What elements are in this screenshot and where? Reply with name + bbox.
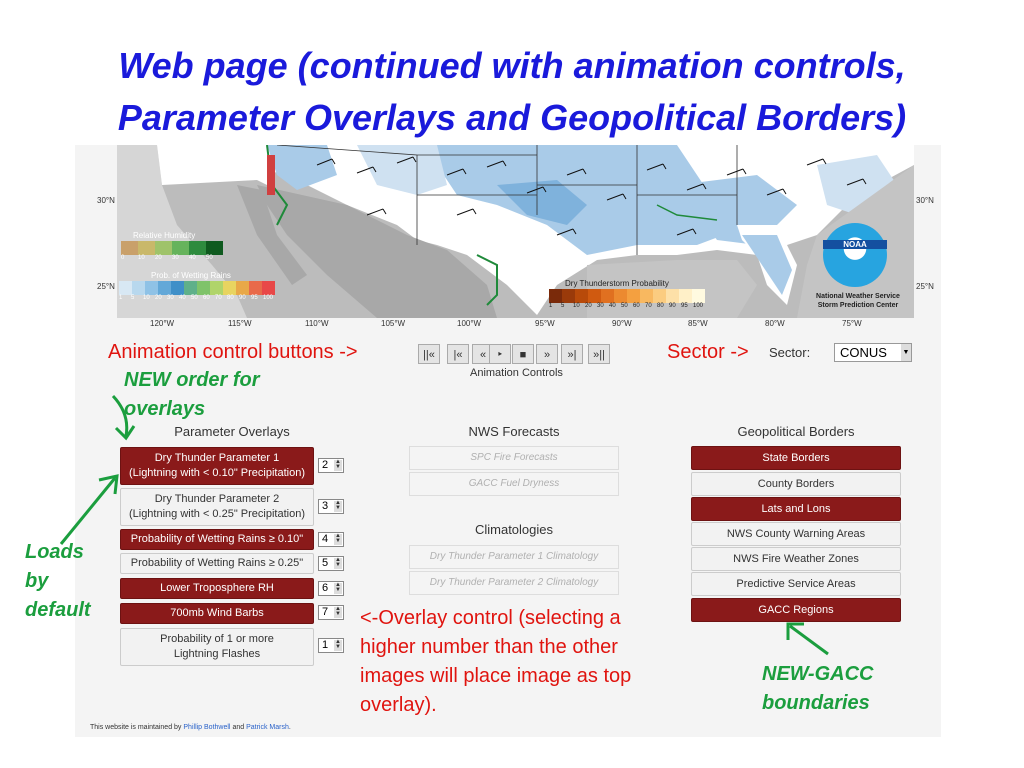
legend-swatch: [249, 281, 262, 295]
legend-swatch: [189, 241, 206, 255]
overlay-sublabel: (Lightning with < 0.10" Precipitation): [128, 467, 306, 479]
noaa-logo: [823, 223, 887, 287]
lat-label-30-left: 30°N: [97, 196, 115, 205]
loads-line2: by: [25, 570, 49, 592]
overlay-label: Lower Troposphere RH: [160, 582, 274, 594]
overlay-order-value: 1: [322, 639, 329, 651]
stepper-icon: ▲ ▼: [335, 639, 341, 650]
parameter-overlays-heading: Parameter Overlays: [174, 424, 290, 439]
county-borders-button[interactable]: County Borders: [691, 472, 901, 496]
legend-tick-label: 100: [693, 303, 704, 309]
animation-controls-caption: Animation Controls: [470, 367, 563, 379]
geopolitical-borders-heading: Geopolitical Borders: [737, 424, 855, 439]
dry-thunder-legend-title: Dry Thunderstorm Probability: [565, 279, 669, 288]
nws-credit-line1: National Weather Service: [816, 293, 900, 300]
stepper-icon: ▲ ▼: [335, 459, 341, 470]
climatologies-heading: Climatologies: [474, 522, 554, 537]
animation-buttons-annotation: Animation control buttons ->: [108, 341, 358, 363]
maintainer-link-2[interactable]: Patrick Marsh: [246, 724, 289, 731]
legend-tick-label: 30: [172, 255, 179, 261]
new-gacc-line1: NEW-GACC: [762, 663, 874, 685]
loads-line1: Loads: [25, 541, 84, 563]
lon-label: 115°W: [228, 319, 252, 328]
legend-tick-label: 95: [251, 295, 258, 301]
stepper-icon: ▲ ▼: [335, 533, 341, 544]
first-frame-button[interactable]: ||«: [418, 344, 440, 364]
legend-tick-label: 80: [227, 295, 234, 301]
legend-tick-label: 40: [609, 303, 616, 309]
dry-thunder-1-climatology-button[interactable]: Dry Thunder Parameter 1 Climatology: [409, 545, 619, 569]
overlay-sublabel: Lightning Flashes: [173, 648, 261, 660]
new-order-line1: NEW order for: [124, 369, 260, 391]
dry-thunder-legend: [549, 279, 705, 309]
arrow-up-right-icon: [55, 470, 125, 550]
new-order-line2: overlays: [124, 398, 206, 420]
jump-back-button[interactable]: |«: [447, 344, 469, 364]
state-borders-button[interactable]: State Borders: [691, 446, 901, 470]
overlay-dry-thunder-2-button[interactable]: [120, 488, 314, 526]
stepper-icon: ▲ ▼: [335, 557, 341, 568]
overlay-label: Dry Thunder Parameter 2: [154, 493, 280, 505]
legend-tick-label: 30: [597, 303, 604, 309]
legend-swatch: [562, 289, 575, 303]
rh-legend-ticks: [121, 255, 223, 261]
loads-by-default-annotation: [25, 538, 91, 625]
loads-line3: default: [25, 599, 91, 621]
legend-swatch: [679, 289, 692, 303]
legend-tick-label: 5: [561, 303, 565, 309]
stop-button[interactable]: ■: [512, 344, 534, 364]
overlay-label: Probability of Wetting Rains ≥ 0.25": [130, 557, 304, 569]
wetting-rains-legend-swatches: [119, 281, 275, 295]
chevron-down-icon: ▼: [901, 344, 911, 361]
overlay-order-value: 2: [322, 459, 329, 471]
legend-swatch: [588, 289, 601, 303]
legend-swatch: [601, 289, 614, 303]
legend-tick-label: 80: [657, 303, 664, 309]
sector-label: Sector:: [769, 345, 811, 360]
overlay-label: Dry Thunder Parameter 1: [154, 452, 280, 464]
lon-label: 100°W: [457, 319, 482, 328]
new-gacc-line2: boundaries: [762, 692, 870, 714]
overlay-label: Probability of Wetting Rains ≥ 0.10": [130, 533, 304, 545]
lon-label: 120°W: [150, 319, 175, 328]
dry-thunder-legend-swatches: [549, 289, 705, 303]
stepper-icon: ▲ ▼: [335, 582, 341, 593]
legend-tick-label: 30: [167, 295, 174, 301]
legend-tick-label: 20: [155, 295, 162, 301]
legend-swatch: [197, 281, 210, 295]
overlay-700mb-wind-barbs-button[interactable]: [120, 603, 314, 624]
overlay-control-line3: images will place image as top: [360, 665, 632, 687]
sector-select[interactable]: [834, 343, 912, 362]
dry-thunder-legend-ticks: [549, 303, 705, 309]
stepper-icon: ▲ ▼: [335, 606, 341, 617]
overlay-label: 700mb Wind Barbs: [170, 607, 264, 619]
lon-label: 105°W: [381, 319, 406, 328]
legend-tick-label: 50: [621, 303, 628, 309]
lon-label: 95°W: [535, 319, 555, 328]
jump-forward-button[interactable]: »|: [561, 344, 583, 364]
legend-tick-label: 10: [143, 295, 150, 301]
play-button[interactable]: ‣: [489, 344, 511, 364]
overlay-lightning-probability-button[interactable]: [120, 628, 314, 666]
overlay-wetting-rains-010-button[interactable]: [120, 529, 314, 550]
lon-label: 85°W: [688, 319, 708, 328]
legend-swatch: [138, 241, 155, 255]
legend-swatch: [666, 289, 679, 303]
overlay-control-line4: overlay).: [360, 694, 437, 716]
slide-title: [0, 40, 1024, 144]
legend-swatch: [119, 281, 132, 295]
overlay-control-annotation: [360, 604, 631, 720]
gacc-fuel-dryness-button[interactable]: GACC Fuel Dryness: [409, 472, 619, 496]
sector-value: CONUS: [840, 345, 887, 360]
legend-tick-label: 0: [121, 255, 125, 261]
legend-tick-label: 1: [119, 295, 123, 301]
overlay-order-stepper[interactable]: [318, 581, 344, 596]
legend-tick-label: 60: [203, 295, 210, 301]
lat-label-25-right: 25°N: [916, 282, 934, 291]
step-forward-button[interactable]: »: [536, 344, 558, 364]
rh-legend-swatches: [121, 241, 223, 255]
lats-and-lons-button[interactable]: Lats and Lons: [691, 497, 901, 521]
legend-swatch: [171, 281, 184, 295]
nws-forecasts-heading: NWS Forecasts: [468, 424, 560, 439]
spc-fire-forecasts-button[interactable]: SPC Fire Forecasts: [409, 446, 619, 470]
legend-tick-label: 90: [669, 303, 676, 309]
overlay-dry-thunder-1-button[interactable]: [120, 447, 314, 485]
lat-label-30-right: 30°N: [916, 196, 934, 205]
legend-swatch: [206, 241, 223, 255]
maintainer-link-1[interactable]: Phillip Bothwell: [183, 724, 231, 731]
step-back-button[interactable]: «: [472, 344, 494, 364]
weather-map: [117, 145, 914, 318]
arrow-up-left-icon: [784, 620, 834, 660]
legend-swatch: [653, 289, 666, 303]
dry-thunder-2-climatology-button[interactable]: Dry Thunder Parameter 2 Climatology: [409, 571, 619, 595]
legend-swatch: [549, 289, 562, 303]
legend-swatch: [236, 281, 249, 295]
legend-tick-label: 70: [645, 303, 652, 309]
legend-tick-label: 95: [681, 303, 688, 309]
legend-tick-label: 50: [206, 255, 213, 261]
legend-swatch: [614, 289, 627, 303]
wetting-rains-legend-title: Prob. of Wetting Rains: [151, 271, 231, 280]
slide-title-line2: Parameter Overlays and Geopolitical Borders): [117, 97, 907, 138]
overlay-order-value: 6: [322, 582, 329, 594]
legend-tick-label: 60: [633, 303, 640, 309]
legend-tick-label: 5: [131, 295, 135, 301]
legend-swatch: [155, 241, 172, 255]
legend-swatch: [158, 281, 171, 295]
last-frame-button[interactable]: »||: [588, 344, 610, 364]
lat-label-25-left: 25°N: [97, 282, 115, 291]
legend-tick-label: 40: [179, 295, 186, 301]
legend-swatch: [121, 241, 138, 255]
nws-fire-weather-zones-button[interactable]: NWS Fire Weather Zones: [691, 547, 901, 571]
legend-tick-label: 10: [573, 303, 580, 309]
overlay-control-line2: higher number than the other: [360, 636, 618, 658]
overlay-label: Probability of 1 or more: [160, 633, 274, 645]
overlay-order-stepper[interactable]: [318, 638, 344, 653]
overlay-order-stepper[interactable]: [318, 605, 344, 620]
legend-tick-label: 20: [585, 303, 592, 309]
predictive-service-areas-button[interactable]: Predictive Service Areas: [691, 572, 901, 596]
sector-annotation: Sector ->: [667, 341, 749, 363]
overlay-sublabel: (Lightning with < 0.25" Precipitation): [128, 508, 306, 520]
overlay-order-stepper[interactable]: [318, 532, 344, 547]
overlay-order-value: 7: [322, 606, 329, 618]
gacc-regions-button[interactable]: GACC Regions: [691, 598, 901, 622]
legend-swatch: [692, 289, 705, 303]
legend-tick-label: 1: [549, 303, 553, 309]
slide-title-line1: Web page (continued with animation controls,: [118, 45, 906, 86]
nws-county-warning-areas-button[interactable]: NWS County Warning Areas: [691, 522, 901, 546]
legend-swatch: [210, 281, 223, 295]
footer-and: and: [232, 724, 245, 731]
legend-tick-label: 40: [189, 255, 196, 261]
footer-suffix: .: [288, 724, 291, 731]
legend-tick-label: 20: [155, 255, 162, 261]
lon-label: 110°W: [305, 319, 329, 328]
overlay-order-value: 5: [322, 557, 329, 569]
wetting-rains-legend-ticks: [119, 295, 275, 301]
wetting-rains-legend: [119, 271, 275, 301]
lon-label: 75°W: [842, 319, 862, 328]
legend-tick-label: 10: [138, 255, 145, 261]
legend-tick-label: 70: [215, 295, 222, 301]
rh-legend: [121, 231, 223, 261]
legend-swatch: [145, 281, 158, 295]
footer: [90, 724, 291, 731]
noaa-logo-text: NOAA: [823, 240, 887, 249]
lon-label: 80°W: [765, 319, 785, 328]
legend-tick-label: 90: [239, 295, 246, 301]
legend-swatch: [575, 289, 588, 303]
overlay-order-value: 3: [322, 500, 329, 512]
overlay-lower-troposphere-rh-button[interactable]: [120, 578, 314, 599]
rh-legend-title: Relative Humidity: [133, 231, 196, 240]
nws-credit: [803, 292, 913, 310]
legend-swatch: [132, 281, 145, 295]
lon-label: 90°W: [612, 319, 632, 328]
legend-swatch: [640, 289, 653, 303]
new-gacc-annotation: [762, 660, 873, 718]
legend-swatch: [184, 281, 197, 295]
overlay-wetting-rains-025-button[interactable]: [120, 553, 314, 574]
nws-credit-line2: Storm Prediction Center: [817, 302, 899, 309]
legend-swatch: [627, 289, 640, 303]
overlay-order-stepper[interactable]: [318, 499, 344, 514]
footer-prefix: This website is maintained by: [90, 724, 182, 731]
legend-tick-label: 100: [263, 295, 274, 301]
overlay-order-stepper[interactable]: [318, 556, 344, 571]
legend-tick-label: 50: [191, 295, 198, 301]
overlay-control-line1: <-Overlay control (selecting a: [360, 607, 621, 629]
stepper-icon: ▲ ▼: [335, 500, 341, 511]
legend-swatch: [223, 281, 236, 295]
overlay-order-stepper[interactable]: [318, 458, 344, 473]
overlay-order-value: 4: [322, 533, 329, 545]
legend-swatch: [262, 281, 275, 295]
legend-swatch: [172, 241, 189, 255]
